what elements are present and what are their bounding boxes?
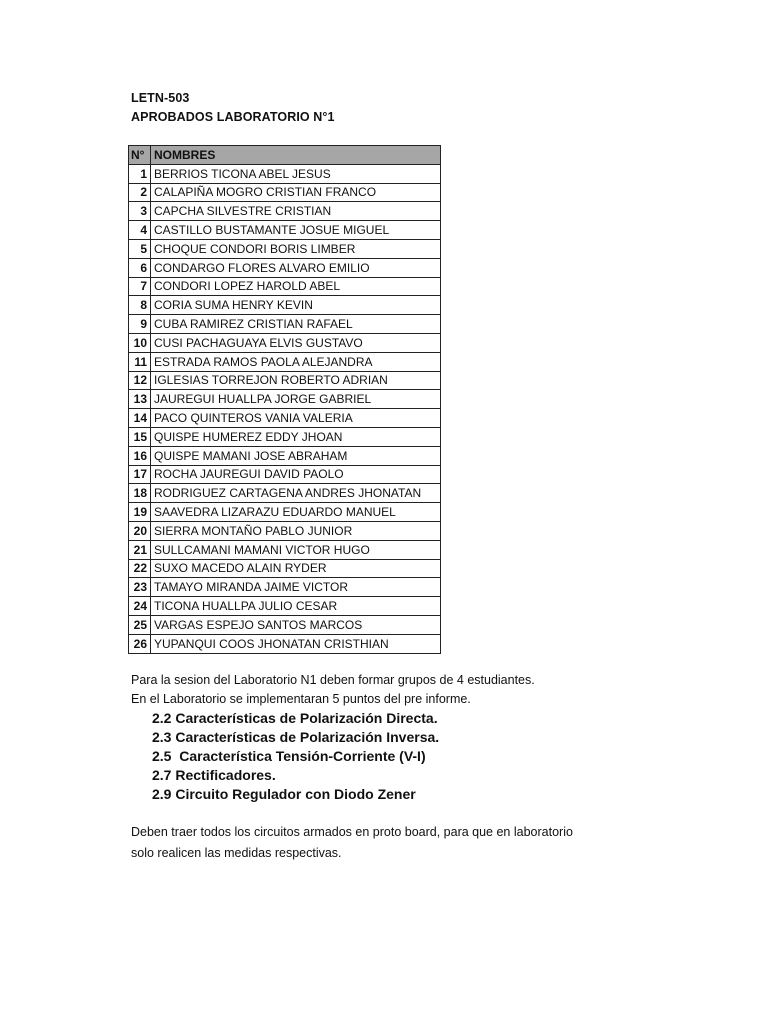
table-row xyxy=(129,521,441,540)
table-row xyxy=(129,597,441,616)
row-number: 16 xyxy=(129,446,151,465)
student-name: CONDARGO FLORES ALVARO EMILIO xyxy=(151,258,441,277)
page-title: APROBADOS LABORATORIO N°1 xyxy=(131,110,335,124)
row-number: 12 xyxy=(129,371,151,390)
table-row xyxy=(129,333,441,352)
approved-students-table xyxy=(128,145,441,654)
student-name: BERRIOS TICONA ABEL JESUS xyxy=(151,164,441,183)
table-row xyxy=(129,559,441,578)
row-number: 10 xyxy=(129,333,151,352)
table-row xyxy=(129,164,441,183)
bring-circuits-instruction xyxy=(131,822,631,864)
student-name: CASTILLO BUSTAMANTE JOSUE MIGUEL xyxy=(151,221,441,240)
column-header-names: NOMBRES xyxy=(151,146,441,165)
student-name: CALAPIÑA MOGRO CRISTIAN FRANCO xyxy=(151,183,441,202)
row-number: 17 xyxy=(129,465,151,484)
student-name: SUXO MACEDO ALAIN RYDER xyxy=(151,559,441,578)
bring-instruction-line: Deben traer todos los circuitos armados en proto board, para que en laboratorio xyxy=(131,825,573,839)
student-name: ROCHA JAUREGUI DAVID PAOLO xyxy=(151,465,441,484)
student-name: SULLCAMANI MAMANI VICTOR HUGO xyxy=(151,540,441,559)
student-name: SIERRA MONTAÑO PABLO JUNIOR xyxy=(151,521,441,540)
row-number: 13 xyxy=(129,390,151,409)
table-row xyxy=(129,239,441,258)
table-row xyxy=(129,315,441,334)
row-number: 25 xyxy=(129,615,151,634)
row-number: 15 xyxy=(129,427,151,446)
row-number: 9 xyxy=(129,315,151,334)
student-name: PACO QUINTEROS VANIA VALERIA xyxy=(151,409,441,428)
table-row xyxy=(129,409,441,428)
column-header-number: N° xyxy=(129,146,151,165)
student-name: RODRIGUEZ CARTAGENA ANDRES JHONATAN xyxy=(151,484,441,503)
table-row xyxy=(129,183,441,202)
row-number: 11 xyxy=(129,352,151,371)
table-row xyxy=(129,296,441,315)
table-row xyxy=(129,221,441,240)
student-name: CUBA RAMIREZ CRISTIAN RAFAEL xyxy=(151,315,441,334)
student-name: QUISPE MAMANI JOSE ABRAHAM xyxy=(151,446,441,465)
table-header-row xyxy=(129,146,441,165)
row-number: 26 xyxy=(129,634,151,653)
student-name: TAMAYO MIRANDA JAIME VICTOR xyxy=(151,578,441,597)
points-instruction: En el Laboratorio se implementaran 5 puntos del pre informe. xyxy=(131,692,471,706)
student-name: TICONA HUALLPA JULIO CESAR xyxy=(151,597,441,616)
row-number: 6 xyxy=(129,258,151,277)
student-name: VARGAS ESPEJO SANTOS MARCOS xyxy=(151,615,441,634)
table-row xyxy=(129,578,441,597)
row-number: 19 xyxy=(129,503,151,522)
groups-instruction: Para la sesion del Laboratorio N1 deben formar grupos de 4 estudiantes. xyxy=(131,673,535,687)
student-name: YUPANQUI COOS JHONATAN CRISTHIAN xyxy=(151,634,441,653)
student-name: JAUREGUI HUALLPA JORGE GABRIEL xyxy=(151,390,441,409)
table-row xyxy=(129,371,441,390)
row-number: 5 xyxy=(129,239,151,258)
student-name: QUISPE HUMEREZ EDDY JHOAN xyxy=(151,427,441,446)
row-number: 22 xyxy=(129,559,151,578)
row-number: 14 xyxy=(129,409,151,428)
table-row xyxy=(129,634,441,653)
table-row xyxy=(129,352,441,371)
lab-point-item: 2.2 Características de Polarización Directa. xyxy=(152,710,438,726)
bring-instruction-line: solo realicen las medidas respectivas. xyxy=(131,846,342,860)
lab-point-item: 2.5 Característica Tensión-Corriente (V-I) xyxy=(152,748,426,764)
table-row xyxy=(129,258,441,277)
table-body xyxy=(129,164,441,653)
table-row xyxy=(129,503,441,522)
student-name: CAPCHA SILVESTRE CRISTIAN xyxy=(151,202,441,221)
row-number: 21 xyxy=(129,540,151,559)
row-number: 7 xyxy=(129,277,151,296)
table-row xyxy=(129,484,441,503)
table-row xyxy=(129,446,441,465)
table-row xyxy=(129,390,441,409)
row-number: 18 xyxy=(129,484,151,503)
student-name: CUSI PACHAGUAYA ELVIS GUSTAVO xyxy=(151,333,441,352)
student-name: ESTRADA RAMOS PAOLA ALEJANDRA xyxy=(151,352,441,371)
student-name: CONDORI LOPEZ HAROLD ABEL xyxy=(151,277,441,296)
table-row xyxy=(129,465,441,484)
student-name: CHOQUE CONDORI BORIS LIMBER xyxy=(151,239,441,258)
student-name: CORIA SUMA HENRY KEVIN xyxy=(151,296,441,315)
lab-point-item: 2.7 Rectificadores. xyxy=(152,767,276,783)
table-row xyxy=(129,615,441,634)
student-name: SAAVEDRA LIZARAZU EDUARDO MANUEL xyxy=(151,503,441,522)
course-code: LETN-503 xyxy=(131,91,190,105)
row-number: 24 xyxy=(129,597,151,616)
table-row xyxy=(129,277,441,296)
student-name: IGLESIAS TORREJON ROBERTO ADRIAN xyxy=(151,371,441,390)
lab-point-item: 2.9 Circuito Regulador con Diodo Zener xyxy=(152,786,416,802)
row-number: 1 xyxy=(129,164,151,183)
table-row xyxy=(129,202,441,221)
table-row xyxy=(129,427,441,446)
row-number: 3 xyxy=(129,202,151,221)
row-number: 20 xyxy=(129,521,151,540)
lab-points-list xyxy=(152,709,439,804)
row-number: 2 xyxy=(129,183,151,202)
table-row xyxy=(129,540,441,559)
row-number: 8 xyxy=(129,296,151,315)
row-number: 4 xyxy=(129,221,151,240)
lab-point-item: 2.3 Características de Polarización Inversa. xyxy=(152,729,440,745)
row-number: 23 xyxy=(129,578,151,597)
